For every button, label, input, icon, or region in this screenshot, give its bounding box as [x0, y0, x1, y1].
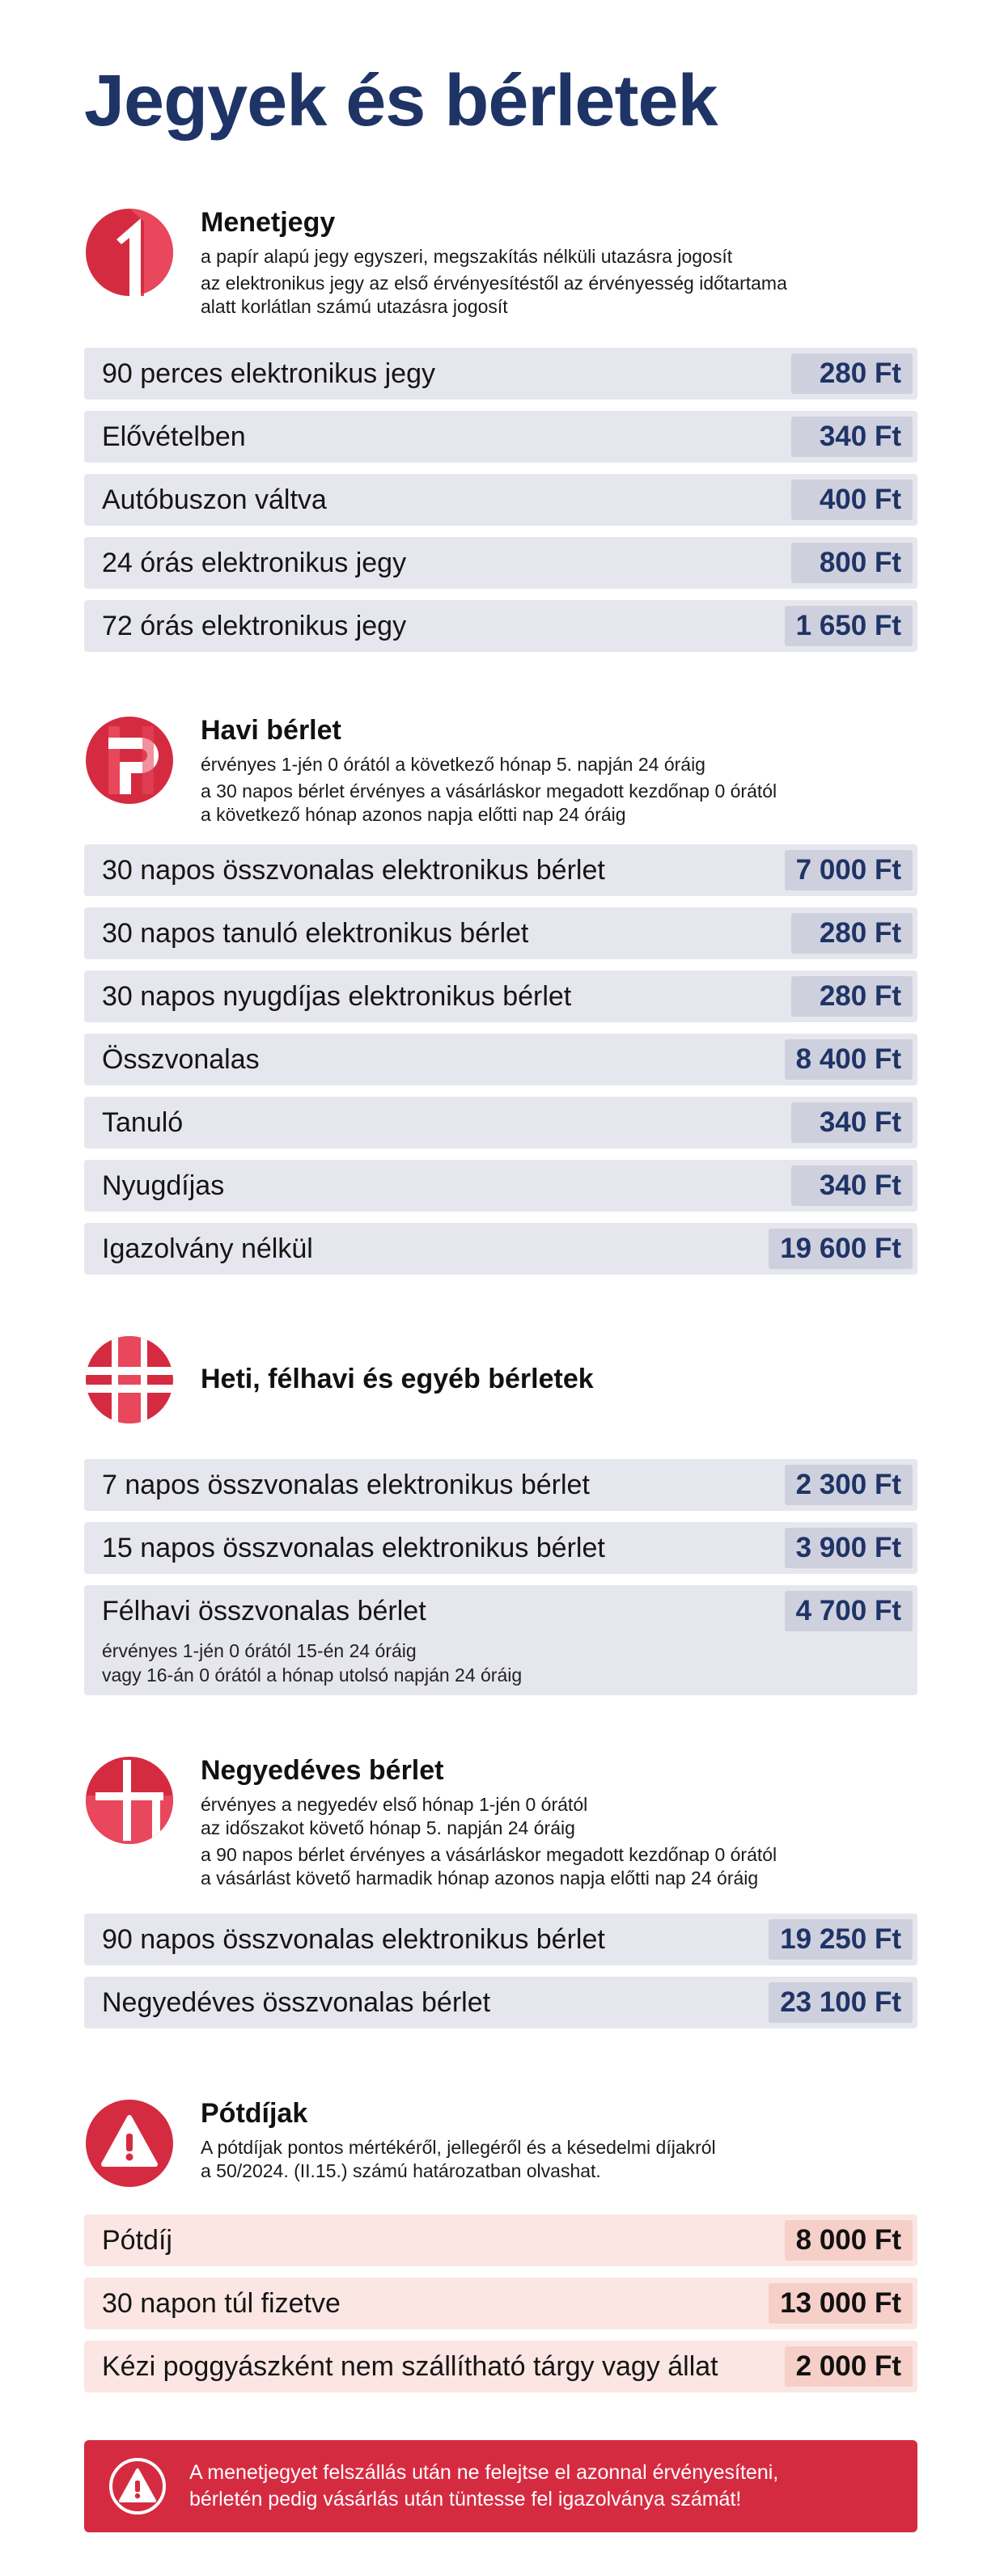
pass-price: 340 Ft — [791, 1102, 913, 1143]
ticket-price: 1 650 Ft — [785, 606, 913, 646]
warning-icon — [108, 2457, 167, 2515]
section-note: a 90 napos bérlet érvényes a vásárláskor megadott kezdőnap 0 órától — [201, 1844, 777, 1865]
ticket-price: 800 Ft — [791, 543, 913, 583]
price-row — [84, 2214, 917, 2266]
price-row — [84, 411, 917, 463]
price-row — [84, 1097, 917, 1148]
ticket-price: 280 Ft — [791, 353, 913, 394]
fee-label: Pótdíj — [102, 2225, 172, 2256]
pass-price: 280 Ft — [791, 976, 913, 1017]
section-note: A pótdíjak pontos mértékéről, jellegéről és a késedelmi díjakról — [201, 2137, 716, 2158]
ticket-price: 400 Ft — [791, 480, 913, 520]
price-row — [84, 474, 917, 526]
pass-price: 3 900 Ft — [785, 1528, 913, 1568]
page-title: Jegyek és bérletek — [84, 61, 718, 142]
ticket-label: 72 órás elektronikus jegy — [102, 611, 407, 641]
validation-reminder-banner — [84, 2440, 917, 2532]
price-row — [84, 907, 917, 959]
price-row — [84, 2341, 917, 2392]
price-row — [84, 2278, 917, 2329]
banner-line: bérletén pedig vásárlás után tüntesse fel igazolványa számát! — [189, 2488, 742, 2510]
price-row — [84, 1459, 917, 1511]
pass-label: Összvonalas — [102, 1044, 260, 1075]
section-title: Pótdíjak — [201, 2098, 308, 2129]
pass-price: 19 600 Ft — [769, 1229, 913, 1269]
quarterly-pass-icon — [84, 1755, 175, 1846]
section-note: az elektronikus jegy az első érvényesítéstől az érvényesség időtartama — [201, 273, 787, 294]
price-row — [84, 1034, 917, 1085]
pass-label: 30 napos nyugdíjas elektronikus bérlet — [102, 981, 572, 1012]
section-note: alatt korlátlan számú utazásra jogosít — [201, 296, 508, 317]
section-menetjegy — [84, 207, 917, 641]
pass-price: 8 400 Ft — [785, 1039, 913, 1080]
price-row — [84, 971, 917, 1022]
section-title: Menetjegy — [201, 207, 336, 238]
ticket-price: 340 Ft — [791, 417, 913, 457]
fee-label: Kézi poggyászként nem szállítható tárgy vagy állat — [102, 2351, 718, 2382]
section-negyedeves-berlet — [84, 1755, 917, 2018]
pass-validity-note — [102, 1639, 522, 1687]
pass-label: 7 napos összvonalas elektronikus bérlet — [102, 1470, 590, 1500]
ticket-label: 90 perces elektronikus jegy — [102, 358, 436, 389]
section-note: a 30 napos bérlet érvényes a vásárláskor megadott kezdőnap 0 órától — [201, 780, 777, 802]
section-note: érvényes a negyedév első hónap 1-jén 0 órától — [201, 1794, 588, 1815]
pass-label: 30 napos összvonalas elektronikus bérlet — [102, 855, 605, 886]
price-row — [84, 1977, 917, 2028]
fee-price: 2 000 Ft — [785, 2346, 913, 2387]
pass-price: 19 250 Ft — [769, 1919, 913, 1960]
section-note: érvényes 1-jén 0 órától a következő hónap 5. napján 24 óráig — [201, 754, 705, 775]
section-note: a vásárlást követő harmadik hónap azonos napja előtti nap 24 óráig — [201, 1867, 759, 1889]
price-row — [84, 537, 917, 589]
pass-label: Tanuló — [102, 1107, 184, 1138]
monthly-pass-icon — [84, 715, 175, 806]
section-title: Heti, félhavi és egyéb bérletek — [201, 1364, 594, 1394]
section-note: a 50/2024. (II.15.) számú határozatban olvashat. — [201, 2160, 601, 2181]
ticket-label: 24 órás elektronikus jegy — [102, 548, 407, 578]
section-title: Negyedéves bérlet — [201, 1755, 444, 1786]
price-row — [84, 600, 917, 652]
pass-label: Negyedéves összvonalas bérlet — [102, 1987, 491, 2018]
price-row — [84, 1522, 917, 1574]
section-note: az időszakot követő hónap 5. napján 24 óráig — [201, 1817, 575, 1838]
pass-price: 2 300 Ft — [785, 1465, 913, 1505]
pass-price: 280 Ft — [791, 913, 913, 954]
banner-line: A menetjegyet felszállás után ne felejtse el azonnal érvényesíteni, — [189, 2461, 779, 2484]
section-potdijak — [84, 2098, 917, 2382]
pass-price: 23 100 Ft — [769, 1982, 913, 2023]
price-row — [84, 844, 917, 896]
pass-label: 15 napos összvonalas elektronikus bérlet — [102, 1533, 605, 1563]
fee-label: 30 napon túl fizetve — [102, 2288, 341, 2319]
section-note: a papír alapú jegy egyszeri, megszakítás nélküli utazásra jogosít — [201, 246, 733, 267]
price-row — [84, 1914, 917, 1965]
price-row — [84, 1160, 917, 1212]
price-row — [84, 348, 917, 400]
fee-price: 8 000 Ft — [785, 2220, 913, 2261]
pass-price: 4 700 Ft — [785, 1591, 913, 1631]
section-heti-felhavi — [84, 1335, 917, 1686]
price-row — [84, 1585, 917, 1695]
ticket-label: Elővételben — [102, 421, 246, 452]
weekly-pass-icon — [84, 1335, 175, 1425]
pass-label: 30 napos tanuló elektronikus bérlet — [102, 918, 529, 949]
pass-label: Nyugdíjas — [102, 1170, 225, 1201]
pass-price: 340 Ft — [791, 1165, 913, 1206]
pass-price: 7 000 Ft — [785, 850, 913, 890]
pass-label: Félhavi összvonalas bérlet — [102, 1596, 426, 1626]
ticket-label: Autóbuszon váltva — [102, 484, 327, 515]
pass-label: 90 napos összvonalas elektronikus bérlet — [102, 1924, 605, 1955]
pass-label: Igazolvány nélkül — [102, 1233, 313, 1264]
section-note: a következő hónap azonos napja előtti nap 24 óráig — [201, 804, 626, 825]
banner-text — [189, 2460, 778, 2513]
section-havi-berlet — [84, 715, 917, 1264]
validity-line: érvényes 1-jén 0 órától 15-én 24 óráig — [102, 1640, 417, 1661]
single-ticket-icon — [84, 207, 175, 298]
price-row — [84, 1223, 917, 1275]
section-title: Havi bérlet — [201, 715, 341, 746]
fee-price: 13 000 Ft — [769, 2283, 913, 2324]
validity-line: vagy 16-án 0 órától a hónap utolsó napján 24 óráig — [102, 1664, 523, 1686]
warning-icon — [84, 2098, 175, 2189]
